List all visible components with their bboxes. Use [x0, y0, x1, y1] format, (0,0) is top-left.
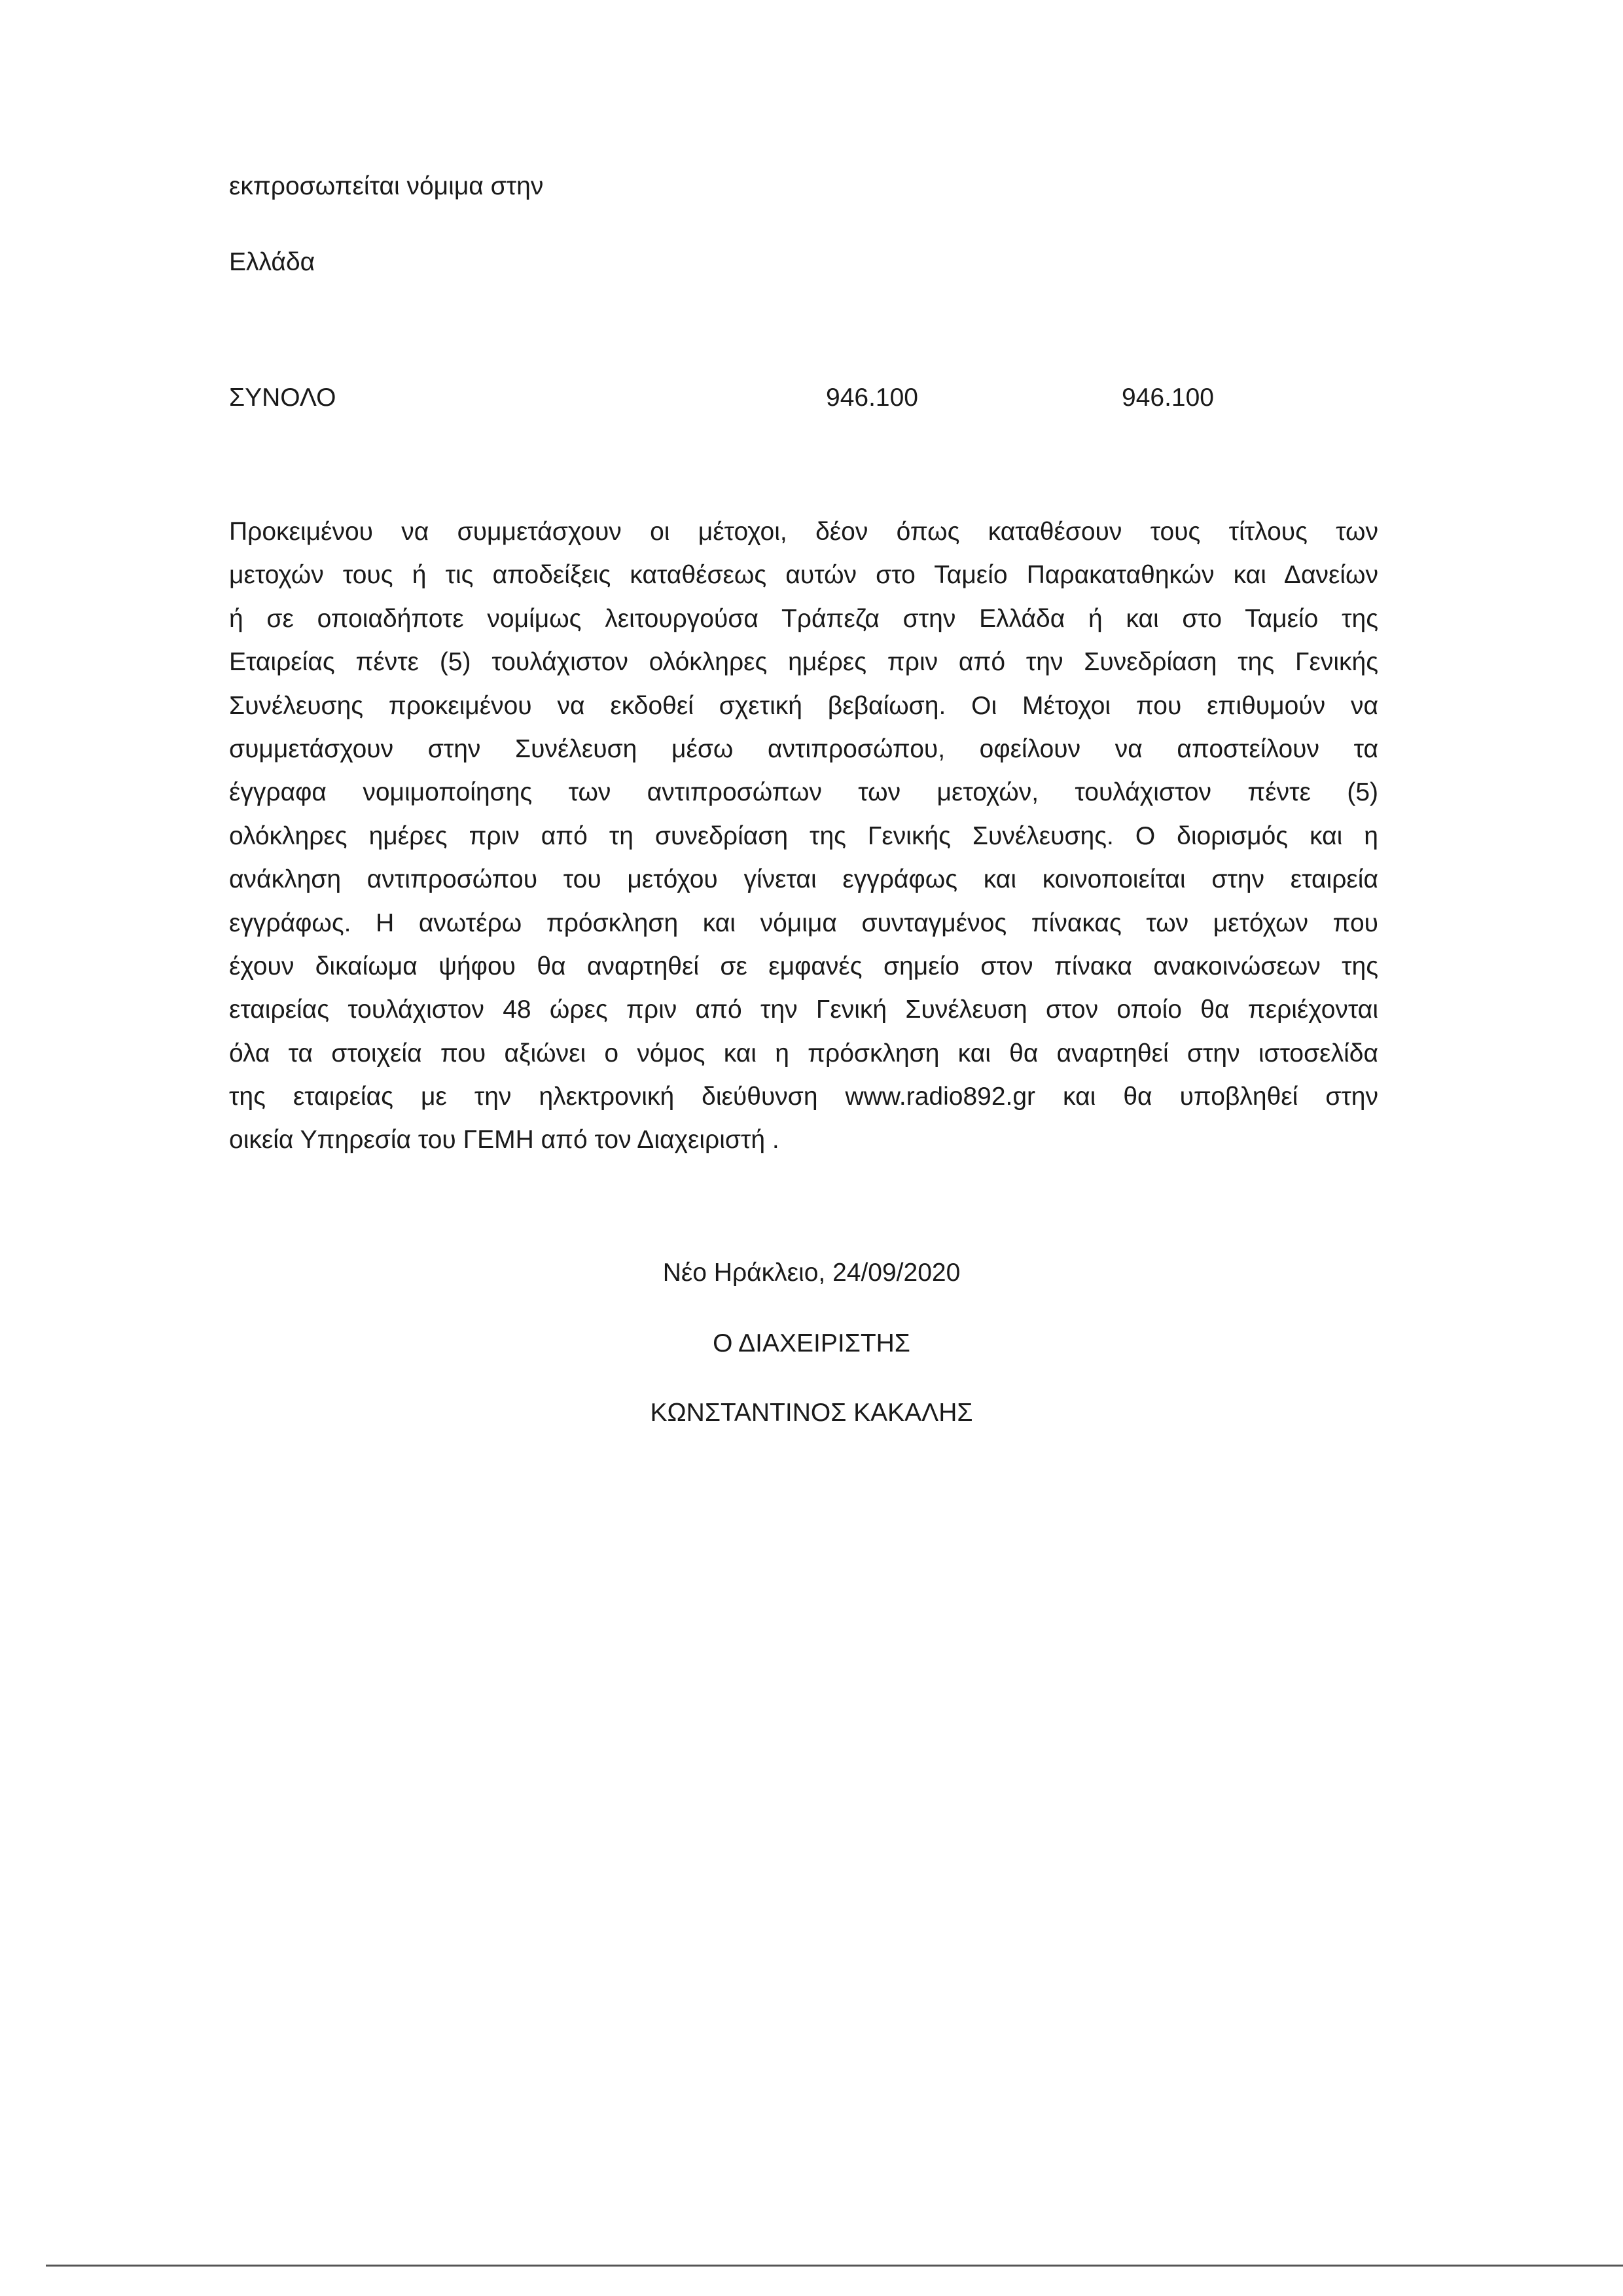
paragraph-line: εταιρείας τουλάχιστον 48 ώρες πριν από την Γενική Συνέλευση στον οποίο θα περιέχονται	[229, 996, 1378, 1024]
place-date: Νέο Ηράκλειο, 24/09/2020	[662, 1259, 961, 1287]
paragraph-line: οικεία Υπηρεσία του ΓΕΜΗ από τον Διαχειριστή .	[229, 1126, 779, 1155]
signatory-name: ΚΩΝΣΤΑΝΤΙΝΟΣ ΚΑΚΑΛΗΣ	[650, 1399, 973, 1427]
paragraph-line: Συνέλευσης προκειμένου να εκδοθεί σχετική βεβαίωση. Οι Μέτοχοι που επιθυμούν να	[229, 691, 1378, 720]
paragraph-line: συμμετάσχουν στην Συνέλευση μέσω αντιπροσώπου, οφείλουν να αποστείλουν τα	[229, 734, 1378, 763]
paragraph-line: Προκειμένου να συμμετάσχουν οι μέτοχοι, δέον όπως καταθέσουν τους τίτλους των	[229, 518, 1378, 546]
paragraph-line: ολόκληρες ημέρες πριν από τη συνεδρίαση της Γενικής Συνέλευσης. Ο διορισμός και η	[229, 821, 1378, 850]
paragraph-line: ανάκληση αντιπροσώπου του μετόχου γίνεται εγγράφως και κοινοποιείται στην εταιρεία	[229, 865, 1378, 894]
total-value-2: 946.100	[1122, 384, 1214, 412]
body-paragraph	[229, 511, 1378, 1162]
bottom-scan-line	[46, 2265, 1623, 2267]
header-line-1: εκπροσωπείται νόμιμα στην	[229, 172, 544, 200]
paragraph-line: εγγράφως. Η ανωτέρω πρόσκληση και νόμιμα συνταγμένος πίνακας των μετόχων που	[229, 908, 1378, 937]
paragraph-line: μετοχών τους ή τις αποδείξεις καταθέσεως αυτών στο Ταμείο Παρακαταθηκών και Δανείων	[229, 561, 1378, 590]
paragraph-line: έχουν δικαίωμα ψήφου θα αναρτηθεί σε εμφανές σημείο στον πίνακα ανακοινώσεων της	[229, 952, 1378, 980]
header-line-2: Ελλάδα	[229, 248, 315, 276]
paragraph-line: Εταιρείας πέντε (5) τουλάχιστον ολόκληρες ημέρες πριν από την Συνεδρίαση της Γενικής	[229, 648, 1378, 677]
paragraph-line: όλα τα στοιχεία που αξιώνει ο νόμος και η πρόσκληση και θα αναρτηθεί στην ιστοσελίδα	[229, 1039, 1378, 1067]
paragraph-line: έγγραφα νομιμοποίησης των αντιπροσώπων των μετοχών, τουλάχιστον πέντε (5)	[229, 778, 1378, 807]
paragraph-line: ή σε οποιαδήποτε νομίμως λειτουργούσα Τράπεζα στην Ελλάδα ή και στο Ταμείο της	[229, 604, 1378, 633]
total-value-1: 946.100	[826, 384, 918, 412]
paragraph-line: της εταιρείας με την ηλεκτρονική διεύθυνση www.radio892.gr και θα υποβληθεί στην	[229, 1083, 1378, 1111]
total-label: ΣΥΝΟΛΟ	[229, 384, 336, 412]
signatory-role: Ο ΔΙΑΧΕΙΡΙΣΤΗΣ	[713, 1329, 910, 1357]
